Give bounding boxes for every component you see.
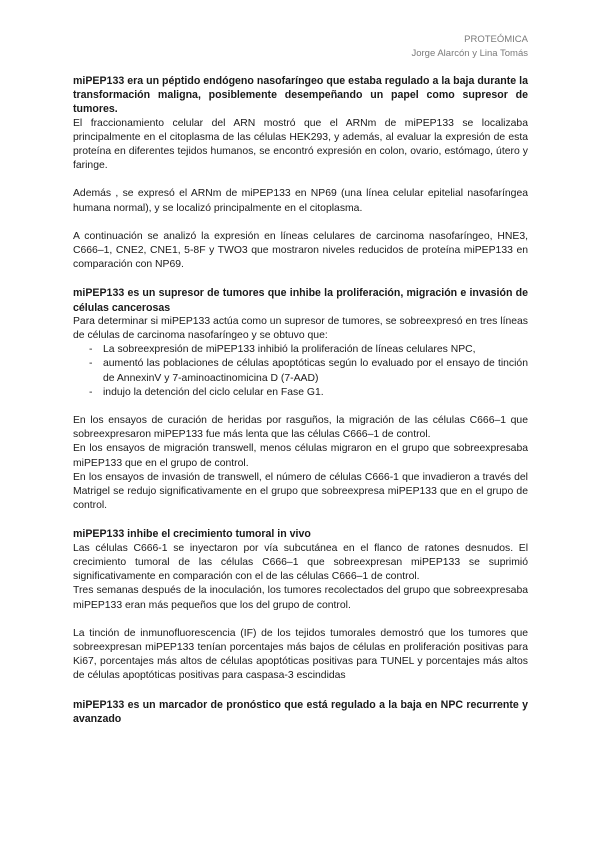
section2-heading: miPEP133 es un supresor de tumores que inhibe la proliferación, migración e invasión de células cancerosas — [73, 287, 528, 314]
header-title: PROTEÓMICA — [464, 34, 528, 45]
page-header — [411, 33, 528, 61]
section2-paragraph-3: En los ensayos de invasión de transwell, el número de células C666-1 que invadieron a través del Matrigel se redujo significativamente en el grupo que sobreexpresa miPEP133 que en el grupo de control. — [73, 471, 528, 512]
section2-paragraph-2: En los ensayos de migración transwell, menos células migraron en el grupo que sobreexpresaba miPEP133 que en el grupo de control. — [73, 443, 528, 469]
section2-bullet-list — [73, 343, 528, 400]
header-authors: Jorge Alarcón y Lina Tomás — [411, 48, 528, 59]
section1-paragraph-3: A continuación se analizó la expresión en líneas celulares de carcinoma nasofaríngeo, HNE3, C666–1, CNE2, CNE1, 5-8F y TWO3 que mostraron niveles reducidos de proteína miPEP133 en comparación con NP69. — [73, 230, 528, 271]
section3-paragraph-2: Tres semanas después de la inoculación, los tumores recolectados del grupo que sobreexpresaba miPEP133 eran más pequeños que los del grupo de control. — [73, 585, 528, 611]
section1-paragraph-1: El fraccionamiento celular del ARN mostró que el ARNm de miPEP133 se localizaba principalmente en el citoplasma de las células HEK293, y además, al evaluar la expresión de esta proteína en diferentes tejidos humanos, se encontró expresión en colon, ovario, estómago, útero y faringe. — [73, 117, 528, 172]
document-body — [73, 74, 528, 726]
list-item: - aumentó las poblaciones de células apoptóticas según lo evaluado por el ensayo de tinción de AnnexinV y 7-aminoactinomicina D (7-AAD) — [73, 357, 528, 385]
section4-heading: miPEP133 es un marcador de pronóstico que está regulado a la baja en NPC recurrente y avanzado — [73, 698, 528, 725]
list-item: - La sobreexpresión de miPEP133 inhibió la proliferación de líneas celulares NPC, — [73, 343, 528, 357]
section1-paragraph-2: Además , se expresó el ARNm de miPEP133 en NP69 (una línea celular epitelial nasofaríngea humana normal), y se localizó principalmente en el citoplasma. — [73, 188, 528, 214]
section3-paragraph-3: La tinción de inmunofluorescencia (IF) de los tejidos tumorales demostró que los tumores que sobreexpresan miPEP133 tenían porcentajes más bajos de células en proliferación positivas para Ki67, porcentajes más altos de células apoptóticas positivas para TUNEL y porcentajes más altos de células apoptóticas positivas para caspasa-3 escindidas — [73, 627, 528, 682]
section3-paragraph-1: Las células C666-1 se inyectaron por vía subcutánea en el flanco de ratones desnudos. El crecimiento tumoral de las células C666–1 que sobreexpresan miPEP133 se suprimió significativamente en comparación con el de las células C666–1 de control. — [73, 542, 528, 583]
section2-intro: Para determinar si miPEP133 actúa como un supresor de tumores, se sobreexpresó en tres líneas de células de carcinoma nasofaríngeo y se obtuvo que: — [73, 315, 528, 342]
section1-heading: miPEP133 era un péptido endógeno nasofaríngeo que estaba regulado a la baja durante la transformación maligna, posiblemente desempeñando un papel como supresor de tumores. — [73, 75, 528, 116]
list-item: - indujo la detención del ciclo celular en Fase G1. — [73, 386, 528, 400]
section2-paragraph-1: En los ensayos de curación de heridas por rasguños, la migración de las células C666–1 que sobreexpresaron miPEP133 fue más lenta que las células C666–1 de control. — [73, 415, 528, 441]
section3-heading: miPEP133 inhibe el crecimiento tumoral in vivo — [73, 528, 311, 541]
